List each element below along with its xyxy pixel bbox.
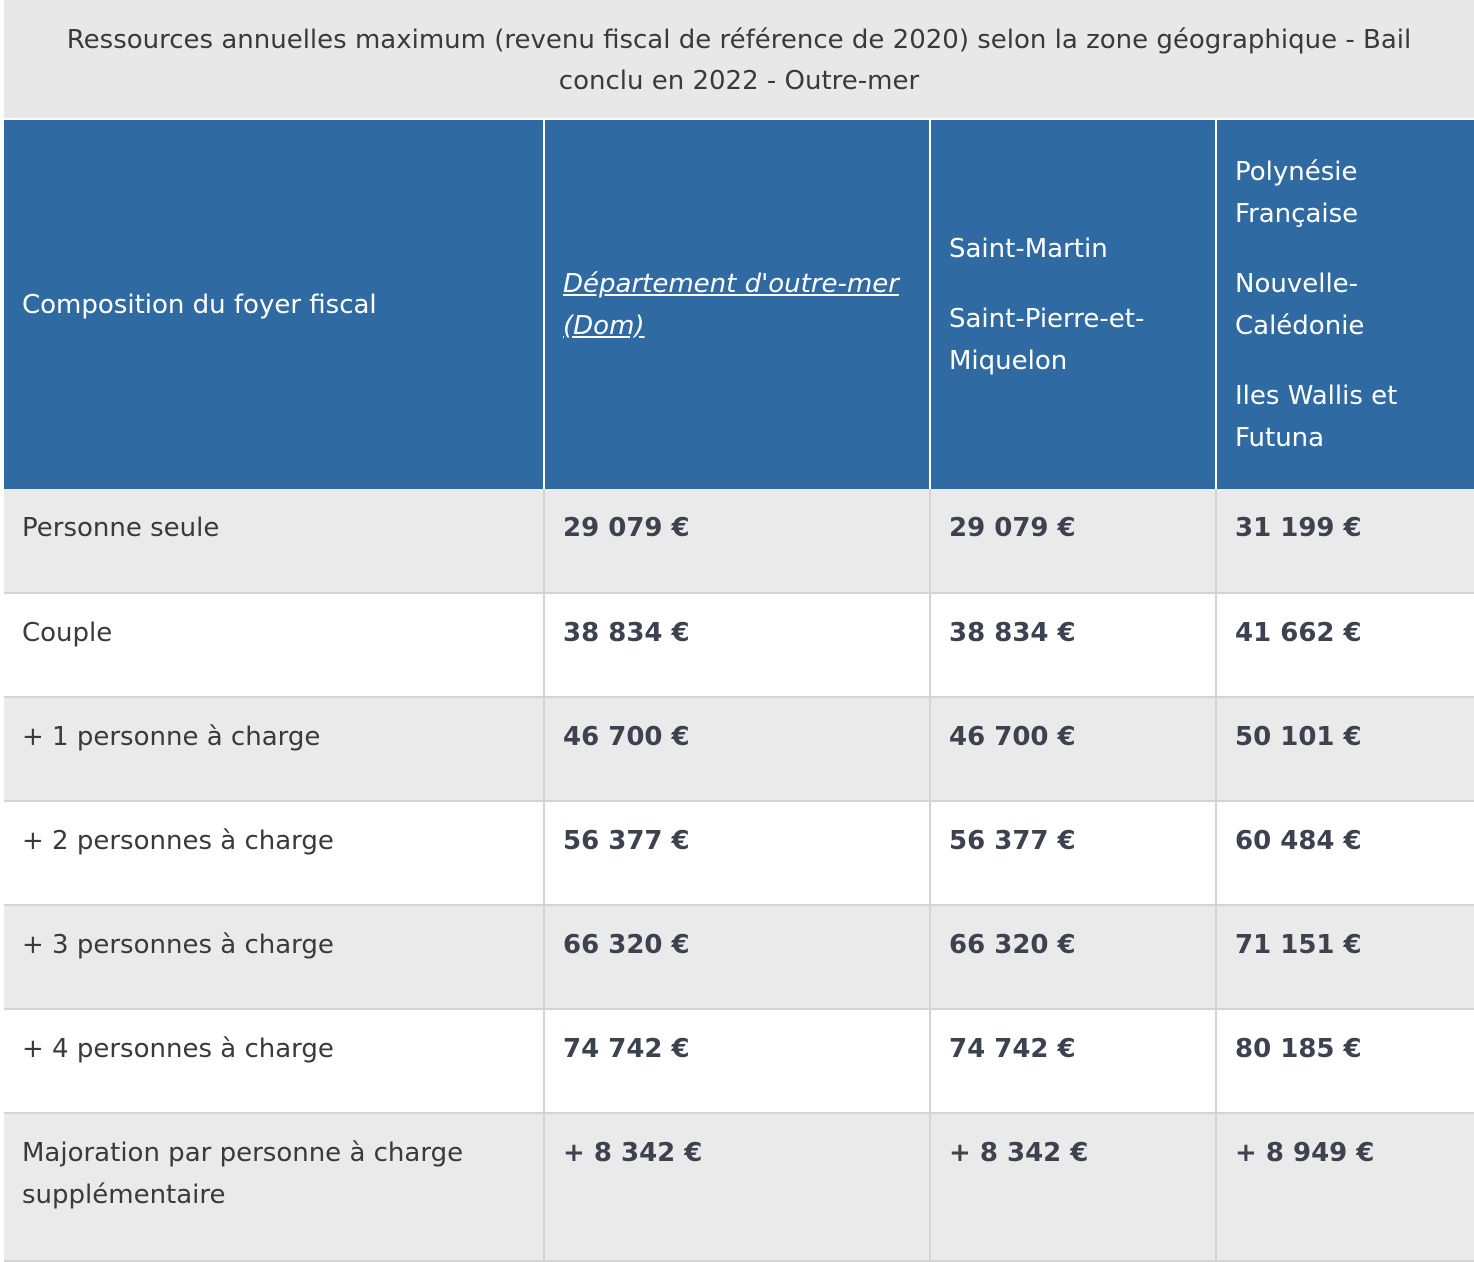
dom-value: 74 742 €: [544, 1009, 930, 1113]
header-nouvelle-caledonie-label: Nouvelle-Calédonie: [1235, 268, 1365, 341]
income-limits-table: [4, 118, 1474, 1262]
saint-martin-value: 74 742 €: [930, 1009, 1216, 1113]
saint-martin-value: 29 079 €: [930, 489, 1216, 593]
header-polynesie-label: Polynésie Française: [1235, 156, 1359, 229]
row-label: + 2 personnes à charge: [4, 801, 544, 905]
row-label: Couple: [4, 593, 544, 697]
header-wallis-futuna-label: Iles Wallis et Futuna: [1235, 380, 1398, 453]
table-row: [4, 905, 1474, 1009]
header-saint-martin-label: Saint-Martin: [949, 233, 1108, 264]
table-caption: Ressources annuelles maximum (revenu fiscal de référence de 2020) selon la zone géographique - Bail conclu en 2022 - Outre-mer: [4, 0, 1474, 118]
polynesie-value: 31 199 €: [1216, 489, 1474, 593]
table-row: [4, 489, 1474, 593]
polynesie-value: + 8 949 €: [1216, 1113, 1474, 1261]
row-label: Majoration par personne à charge supplémentaire: [4, 1113, 544, 1261]
saint-martin-value: 66 320 €: [930, 905, 1216, 1009]
header-saint-pierre-label: Saint-Pierre-et-Miquelon: [949, 303, 1145, 376]
polynesie-value: 50 101 €: [1216, 697, 1474, 801]
table-header-row: [4, 119, 1474, 489]
row-label: + 3 personnes à charge: [4, 905, 544, 1009]
dom-value: 66 320 €: [544, 905, 930, 1009]
table-row: [4, 593, 1474, 697]
dom-value: + 8 342 €: [544, 1113, 930, 1261]
polynesie-value: 71 151 €: [1216, 905, 1474, 1009]
header-composition-label: Composition du foyer fiscal: [22, 289, 377, 320]
table-row: [4, 1009, 1474, 1113]
polynesie-value: 60 484 €: [1216, 801, 1474, 905]
table-row: [4, 1113, 1474, 1261]
row-label: + 4 personnes à charge: [4, 1009, 544, 1113]
header-polynesie: [1216, 119, 1474, 489]
table-row: [4, 697, 1474, 801]
table-row: [4, 801, 1474, 905]
header-dom: [544, 119, 930, 489]
saint-martin-value: 56 377 €: [930, 801, 1216, 905]
saint-martin-value: 38 834 €: [930, 593, 1216, 697]
dom-value: 29 079 €: [544, 489, 930, 593]
dom-value: 56 377 €: [544, 801, 930, 905]
polynesie-value: 80 185 €: [1216, 1009, 1474, 1113]
header-saint-martin: [930, 119, 1216, 489]
dom-value: 38 834 €: [544, 593, 930, 697]
saint-martin-value: 46 700 €: [930, 697, 1216, 801]
header-composition: [4, 119, 544, 489]
row-label: + 1 personne à charge: [4, 697, 544, 801]
dom-definition-link[interactable]: Département d'outre-mer (Dom): [563, 268, 899, 341]
dom-value: 46 700 €: [544, 697, 930, 801]
row-label: Personne seule: [4, 489, 544, 593]
polynesie-value: 41 662 €: [1216, 593, 1474, 697]
saint-martin-value: + 8 342 €: [930, 1113, 1216, 1261]
